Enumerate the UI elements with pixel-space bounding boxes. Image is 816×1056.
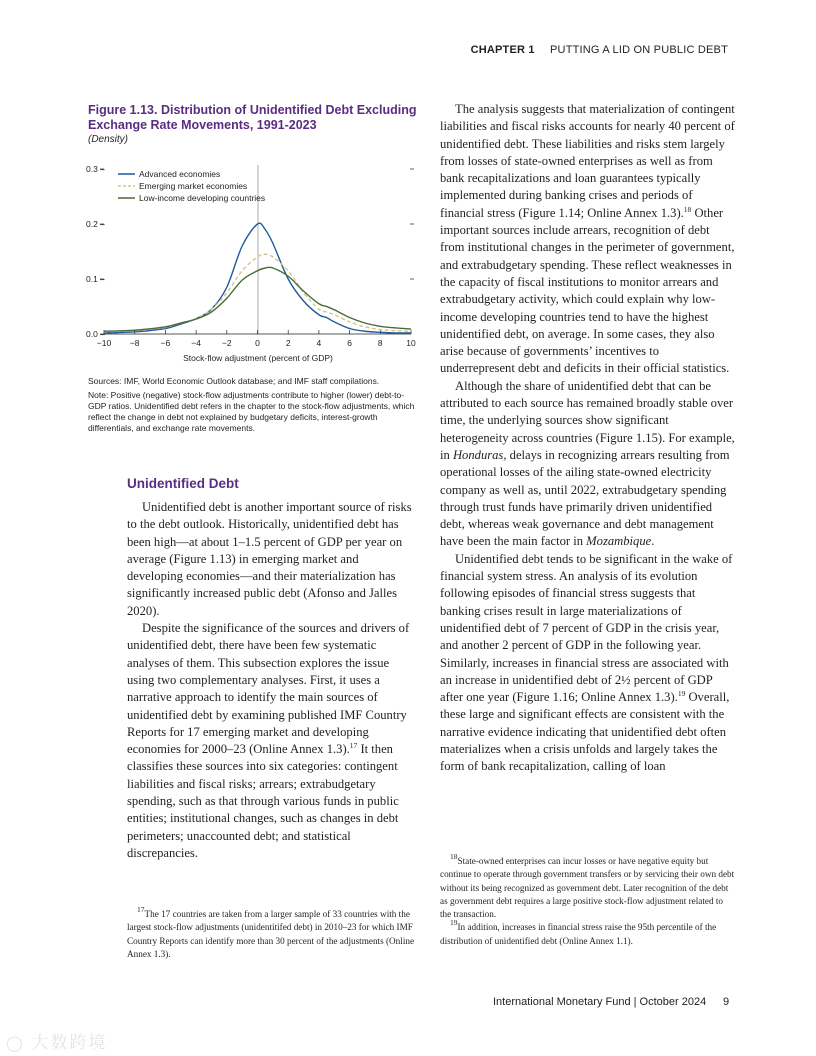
footnote-ref[interactable]: 18 (683, 204, 692, 214)
chart-series (104, 223, 411, 333)
paragraph: Unidentified debt tends to be significant in the wake of financial system stress. An analysis of its evolution following episodes of financial stress suggests that banking crises result in large materializations of unidentified debt of 7 percent of GDP in the crisis year, and another 2 percent of GDP in the following year. Similarly, increases in financial stress are associated with an increase in unidentified debt of 2½ percent of GDP after one year (Figure 1.16; Online Annex 1.3).$^{19}$ Overall, these large and significant effects are consistent with the narrative evidence indicating that unidentified debt often materializes when a crisis unfolds and largely takes the form of bank recapitalization, calling of loan (440, 551, 733, 774)
country-name: Honduras (452, 447, 504, 462)
footnotes-left (127, 905, 417, 961)
figure-sources: Sources: IMF, World Economic Outlook database; and IMF staff compilations. (88, 376, 380, 386)
watermark: ◯ 大数跨境 (6, 1033, 108, 1052)
legend (118, 169, 265, 203)
footnotes-right (440, 852, 735, 948)
svg-text:−8: −8 (129, 338, 140, 348)
right-column (440, 101, 735, 776)
svg-text:−6: −6 (160, 338, 171, 348)
svg-text:4: 4 (316, 338, 322, 348)
running-head (471, 44, 728, 56)
x-axis-title: Stock-flow adjustment (percent of GDP) (183, 353, 333, 363)
footnote: $^{19}$In addition, increases in financial stress raise the 95th percentile of the distribution of unidentified debt (Online Annex 1.1). (440, 918, 717, 946)
watermark-logo-icon: ◯ (6, 1035, 25, 1052)
svg-text:8: 8 (377, 338, 383, 348)
svg-text:2: 2 (285, 338, 291, 348)
paragraph: Despite the significance of the sources and drivers of unidentified debt, there have been few systematic analyses of them. This subsection explores the issue using two complementary analyses. First, it uses a narrative approach to identify the main sources of unidentified debt by examining published IMF Country Reports for 17 emerging market and developing economies for 2000–23 (Online Annex 1.3).$^{17}$ It then classifies these sources into six categories: contingent liabilities and fiscal risks; arrears; extrabudgetary spending, such as that through various funds in public entities; institutional changes, such as changes in debt perimeters; unaccounted debt; and statistical discrepancies. (127, 621, 410, 860)
y-axis-labels (86, 164, 105, 339)
footnote-ref[interactable]: 17 (349, 741, 358, 751)
page-footer: International Monetary Fund | October 2024 (493, 996, 707, 1008)
right-ticks (410, 169, 414, 279)
svg-text:0.2 –: 0.2 – (86, 219, 105, 229)
series-line-0 (104, 223, 411, 333)
footnote: $^{17}$The 17 countries are taken from a larger sample of 33 countries with the largest stock-flow adjustments (unidentitifed debt) in 2010–23 for which IMF Country Reports can identify more than 30 percent of the adjustments (Online Annex 1.3). (127, 905, 415, 959)
series-line-1 (104, 254, 411, 332)
left-column (127, 499, 412, 862)
country-name: Mozambique (586, 534, 652, 549)
figure-notes (88, 376, 418, 437)
svg-text:10: 10 (406, 338, 416, 348)
x-axis-labels (97, 338, 416, 348)
paragraph: Although the share of unidentified debt that can be attributed to each source has remained broadly stable over time, the underlying sources show significant heterogeneity across countries (Figure 1.15). For example, in Honduras, delays in recognizing arrears resulting from operational losses of the ailing state-owned electricity company as well as, until 2022, extrabudgetary spending through trust funds have primarily driven unidentified debt, whereas weak governance and debt management have been the main factor in Mozambique. (440, 378, 735, 549)
y-axis-left-ticks (100, 169, 104, 334)
page-number: 9 (723, 996, 730, 1008)
svg-text:−2: −2 (221, 338, 232, 348)
svg-text:0: 0 (255, 338, 260, 348)
svg-text:Advanced economies: Advanced economies (139, 169, 221, 179)
svg-text:−10: −10 (96, 338, 112, 348)
svg-text:Low-income developing countrie: Low-income developing countries (139, 193, 266, 203)
figure-subtitle: (Density) (88, 134, 129, 145)
paragraph: The analysis suggests that materialization of contingent liabilities and fiscal risks accounts for nearly 40 percent of unidentified debt. These liabilities and risks stem largely from losses of state-owned enterprises as well as from bank recapitalizations and loan guarantees typically implemented during banking crises and periods of financial stress (Figure 1.14; Online Annex 1.3).$^{18}$ Other important sources include arrears, recognition of debt from institutional changes in the perimeter of government, and extrabudgetary spending. These reflect weaknesses in the capacity of fiscal institutions to monitor arrears and extrabudgetary activity, which could explain why low-income developing countries tend to have the highest unidentified debt, on average. In some cases, they also arise because of governments’ incentives to underrepresent debt and deficits in their official statistics. (440, 102, 735, 376)
density-chart (80, 155, 420, 370)
chapter-label: CHAPTER 1 (470, 44, 535, 56)
svg-text:6: 6 (347, 338, 352, 348)
footnote: $^{18}$State-owned enterprises can incur losses or have negative equity but continue to operate through government transfers or by servicing their own debt without its being recognized as government debt. Later recognition of the debt as government debt requires a large positive stock-flow adjustment related to the transaction. (440, 852, 735, 920)
section-heading: Unidentified Debt (127, 476, 239, 491)
figure-note: Note: Positive (negative) stock-flow adjustments contribute to higher (lower) debt-to-GDP ratios. Unidentified debt refers in the chapter to the stock-flow adjustments, which reflect the change in debt not explained by budgetary deficits, interest-growth differentials, and exchange rate movements. (88, 390, 415, 433)
chapter-title: PUTTING A LID ON PUBLIC DEBT (550, 44, 728, 56)
svg-text:0.0 –: 0.0 – (86, 329, 105, 339)
svg-text:0.3 –: 0.3 – (86, 164, 105, 174)
series-line-2 (104, 267, 411, 331)
svg-text:−4: −4 (191, 338, 201, 348)
svg-text:0.1 –: 0.1 – (86, 274, 105, 284)
figure-title: Figure 1.13. Distribution of Unidentified Debt Excluding Exchange Rate Movements, 1991-2023 (88, 103, 417, 132)
svg-text:Emerging market economies: Emerging market economies (139, 181, 248, 191)
paragraph: Unidentified debt is another important source of risks to the debt outlook. Historically, unidentified debt has been high—at about 1–1.5 percent of GDP per year on average (Figure 1.13) in emerging market and developing economies—and their materialization has significantly increased public debt (Afonso and Jalles 2020). (127, 500, 412, 618)
footnote-ref[interactable]: 19 (677, 689, 686, 699)
